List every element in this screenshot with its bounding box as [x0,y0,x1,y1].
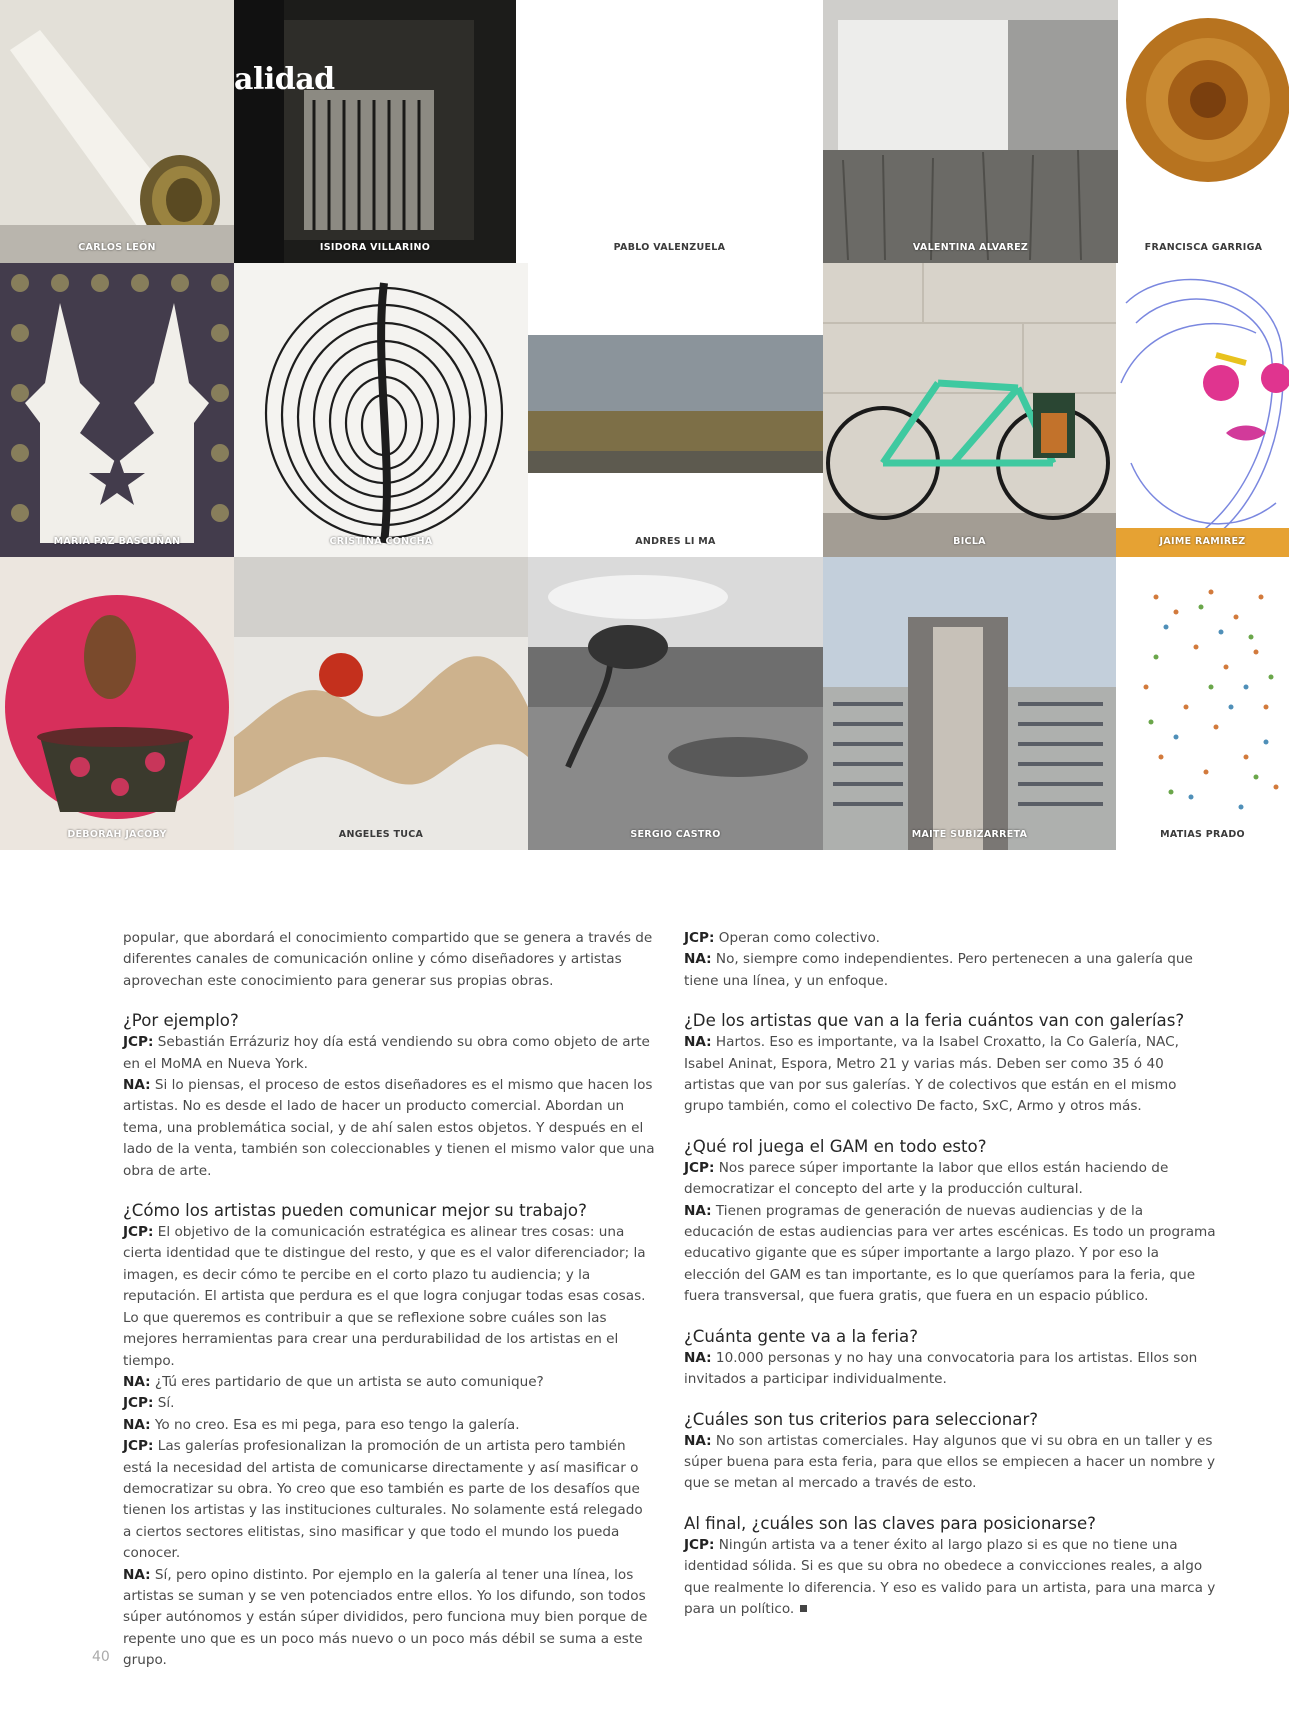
artwork-francisca-garriga [1118,0,1289,263]
answer-text: No, siempre como independientes. Pero pertenecen a una galería que tiene una línea, y un enfoque. [684,951,1193,989]
artwork-caption: ANDRES LI MA [635,536,716,547]
speaker-label: JCP: [123,1438,154,1455]
patterned-cutout-image [0,263,234,557]
answer-paragraph [684,1431,1216,1495]
speaker-label: JCP: [123,1034,154,1051]
artwork-bicla [823,263,1116,557]
speaker-label: JCP: [684,1159,715,1176]
article-left-column [123,928,655,1672]
artwork-caption: VALENTINA ALVAREZ [912,242,1029,253]
cone-sculpture-image [0,0,234,263]
answer-paragraph [123,1565,655,1672]
artwork-caption: SERGIO CASTRO [630,829,721,840]
speaker-label: JCP: [684,1536,715,1553]
speaker-label: JCP: [684,930,715,946]
answer-paragraph [684,1158,1216,1201]
speaker-label: NA: [123,1373,151,1390]
artwork-sergio-castro [528,557,823,850]
answer-paragraph [684,928,1216,949]
answer-text: Hartos. Eso es importante, va la Isabel Croxatto, la Co Galería, NAC, Isabel Aninat, Espora, Metro 21 y varias más. Deben ser como 35 ó 40 artistas que van por sus galerías. Y de colectivos que están en el mismo grupo también, como el colectivo De facto, SxC, Armo y otros más. [684,1034,1179,1115]
question-heading: ¿Cuánta gente va a la feria? [684,1326,919,1346]
artwork-caption: PABLO VALENZUELA [613,242,726,253]
copper-disc-image [1118,0,1289,263]
artwork-caption: MAITE SUBIZARRETA [911,829,1028,840]
speaker-label: NA: [684,1349,712,1366]
artwork-andres-li-ma [528,263,823,557]
artwork-caption: BICLA [953,536,986,547]
answer-text: Operan como colectivo. [718,930,880,946]
speaker-label: JCP: [123,1224,154,1241]
concrete-wall-photo [823,0,1118,263]
artwork-grid [0,0,1289,850]
speaker-label: NA: [123,1416,151,1433]
question-heading: ¿Cómo los artistas pueden comunicar mejor su trabajo? [123,1201,587,1221]
artwork-jaime-ramirez [1116,263,1289,557]
answer-text: Si lo piensas, el proceso de estos diseñadores es el mismo que hacen los artistas. No es desde el lado de hacer un producto comercial. Abordan un tema, una problemática social, y de ahí salen estos objetos. Y después en el lado de la venta, también son coleccionables y tienen el mismo valor que una obra de arte. [123,1077,655,1179]
line-spiral-drawing [234,263,528,557]
answer-text: El objetivo de la comunicación estratégica es alinear tres cosas: una cierta identidad que te distingue del resto, y que es el valor diferenciador; la imagen, es decir cómo te percibe en el corto plazo tu audiencia; y la reputación. El artista que perdura es el que logra conjugar todas esas cosas. Lo que queremos es contribuir a que se reflexione sobre cuáles son las mejores herramientas para crear una perdurabilidad de los artistas en el tiempo. [123,1224,646,1369]
speaker-label: NA: [123,1566,151,1583]
speaker-label: NA: [684,1432,712,1449]
answer-text: Las galerías profesionalizan la promoción de un artista pero también está la necesidad del artista de comunicarse directamente y así masificar o democratizar su obra. Yo creo que eso también es parte de los desafíos que tienen los artistas y las instituciones culturales. No solamente está relegado a ciertos sectores elitistas, sino masificar y que todo el mundo los pueda conocer. [123,1438,643,1562]
speaker-label: NA: [684,951,712,968]
answer-text: Yo no creo. Esa es mi pega, para eso tengo la galería. [154,1416,520,1433]
tower-block-photo [823,557,1116,850]
answer-paragraph [123,1075,655,1182]
answer-paragraph [123,1222,655,1372]
speaker-label: NA: [684,1202,712,1219]
artwork-maria-paz-bascunan [0,263,234,557]
answer-text: Sí, pero opino distinto. Por ejemplo en la galería al tener una línea, los artistas se suman y se ven potenciados entre ellos. Yo los difundo, son todos súper autónomos y están súper divididos, pero funciona muy bien porque de repente uno que es un poco más nuevo o un poco más débil se suma a este grupo. [123,1566,648,1669]
end-of-article-square-icon [800,1605,807,1612]
artwork-caption: DEBORAH JACOBY [67,829,167,840]
landscape-photo [528,263,823,557]
artwork-caption: MATIAS PRADO [1160,829,1245,840]
artwork-caption: ISIDORA VILLARINO [319,242,431,253]
article-right-column [684,928,1216,1620]
question-heading: ¿Cuáles son tus criterios para seleccionar? [684,1409,1039,1429]
answer-text: Nos parece súper importante la labor que ellos están haciendo de democratizar el concepto del arte y la producción cultural. [684,1159,1169,1198]
artwork-angeles-tuca [234,557,528,850]
question-heading: ¿De los artistas que van a la feria cuántos van con galerías? [684,1011,1185,1031]
artwork-caption: CARLOS LEÓN [78,242,156,253]
artwork-caption: MARIA PAZ BASCUÑAN [53,536,181,547]
answer-paragraph [123,1415,655,1436]
answer-paragraph [684,1535,1216,1621]
answer-text: Ningún artista va a tener éxito al largo plazo si es que no tiene una identidad sólida. Si es que su obra no obedece a convicciones reales, a algo que realmente lo diferencia. Y eso es valido para un artista, para una marca y para un político. [684,1536,1216,1617]
intro-paragraph: popular, que abordará el conocimiento compartido que se genera a través de diferentes canales de comunicación online y cómo diseñadores y artistas aprovechan este conocimiento para generar sus propias obras. [123,930,653,989]
answer-paragraph [123,1372,655,1393]
artwork-carlos-leon [0,0,234,263]
artwork-pablo-valenzuela [516,0,823,263]
dark-window-photo [234,0,516,263]
artwork-caption: CRISTINA CONCHA [329,536,433,547]
artwork-cristina-concha [234,263,528,557]
speaker-label: NA: [684,1034,712,1051]
scribble-face-drawing [1116,263,1289,557]
artwork-valentina-alvarez [823,0,1118,263]
artwork-deborah-jacoby [0,557,234,850]
speaker-label: JCP: [123,1395,154,1412]
answer-paragraph [684,1348,1216,1391]
artwork-caption: ANGELES TUCA [338,829,424,840]
crowd-figures-illustration [1116,557,1289,850]
artwork-caption: JAIME RAMIREZ [1159,536,1246,547]
question-heading: ¿Qué rol juega el GAM en todo esto? [684,1136,987,1156]
speaker-label: NA: [123,1077,151,1094]
answer-paragraph [684,1032,1216,1118]
question-heading: Al final, ¿cuáles son las claves para posicionarse? [684,1513,1096,1533]
answer-text: No son artistas comerciales. Hay algunos que vi su obra en un taller y es súper buena para esta feria, para que ellos se empiecen a hacer un nombre y que se metan al mercado a través de esto. [684,1432,1215,1492]
answer-paragraph [684,949,1216,992]
teacup-painting [0,557,234,850]
answer-paragraph [123,1436,655,1564]
answer-paragraph [123,1032,655,1075]
wave-sculpture-photo [234,557,528,850]
bicycle-photo [823,263,1116,557]
answer-paragraph [684,1201,1216,1308]
answer-text: ¿Tú eres partidario de que un artista se auto comunique? [154,1373,544,1390]
question-heading: ¿Por ejemplo? [123,1011,239,1031]
section-title: alidad [234,62,335,97]
answer-text: 10.000 personas y no hay una convocatoria para los artistas. Ellos son invitados a participar individualmente. [684,1349,1198,1388]
artwork-maite-subizarreta [823,557,1116,850]
bw-landscape-photo [528,557,823,850]
answer-text: Sí. [157,1395,175,1412]
page-number: 40 [92,1649,110,1665]
artwork-matias-prado [1116,557,1289,850]
artwork-isidora-villarino [234,0,516,263]
answer-paragraph [123,1393,655,1414]
answer-text: Sebastián Errázuriz hoy día está vendiendo su obra como objeto de arte en el MoMA en Nueva York. [123,1034,650,1072]
artwork-caption: FRANCISCA GARRIGA [1144,242,1263,253]
answer-text: Tienen programas de generación de nuevas audiencias y de la educación de estas audiencias para ver artes escénicas. Es todo un programa educativo gigante que es súper importante a largo plazo. Y por eso la elección del GAM es tan importante, es lo que queríamos para la feria, que fuera transversal, que fuera gratis, que fuera en un espacio público. [684,1202,1216,1305]
